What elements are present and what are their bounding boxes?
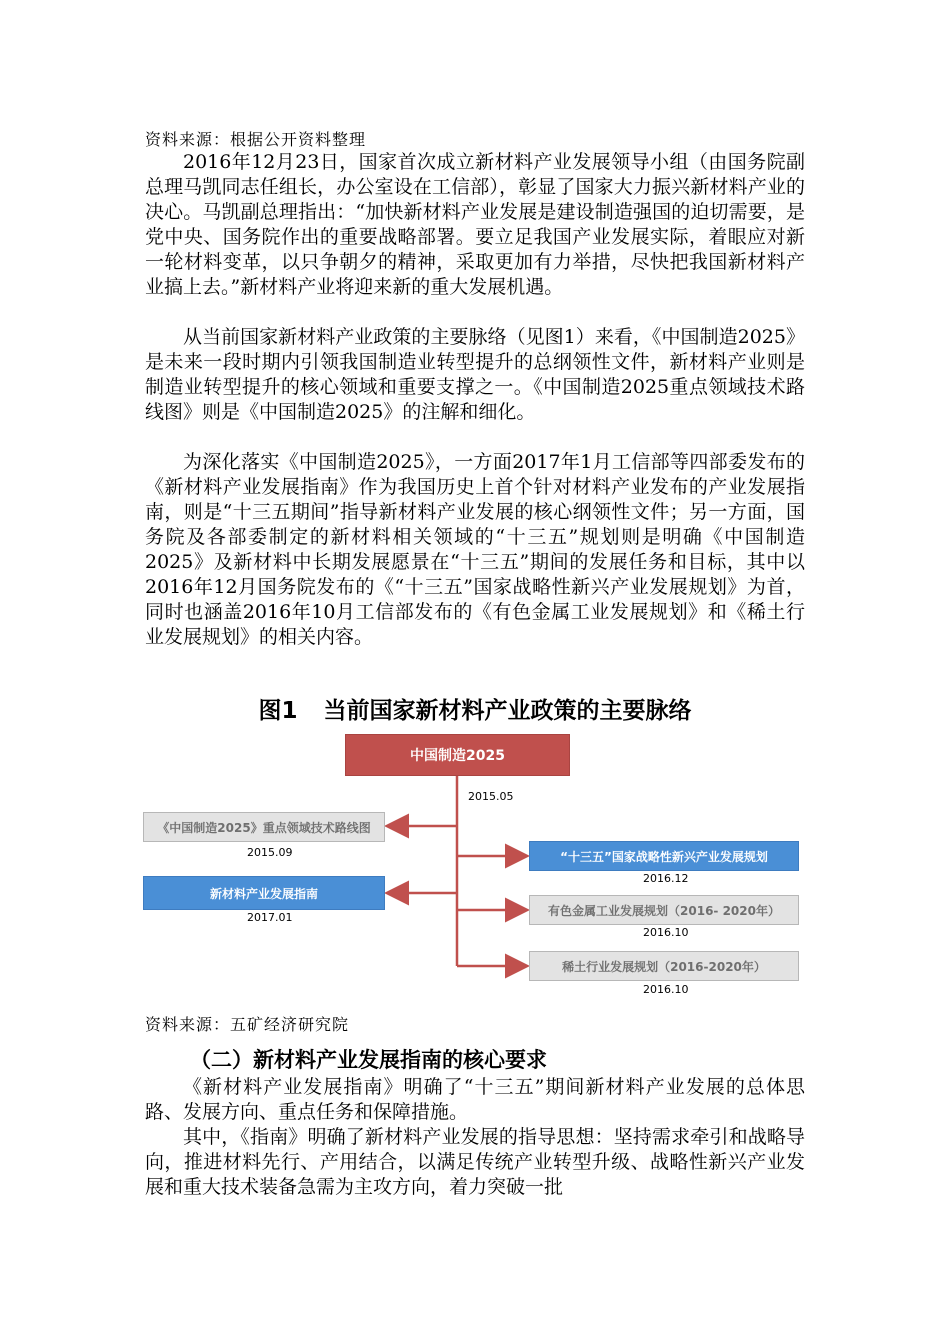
node-date-roadmap: 2015.09 bbox=[247, 846, 293, 859]
section-paragraph-2: 其中，《指南》明确了新材料产业发展的指导思想：坚持需求牵引和战略导向，推进材料先行、产用结合，以满足传统产业转型升级、战略性新兴产业发展和重大技术装备急需为主攻方向，着力突破一批 bbox=[145, 1126, 805, 1198]
node-date-nonferrous: 2016.10 bbox=[643, 926, 689, 939]
node-date-rare-earth: 2016.10 bbox=[643, 983, 689, 996]
node-roadmap: 《中国制造2025》重点领域技术路线图 bbox=[143, 812, 385, 842]
node-date-guide: 2017.01 bbox=[247, 911, 293, 924]
node-rare-earth-plan: 稀土行业发展规划（2016-2020年） bbox=[529, 951, 799, 981]
source-note-bottom: 资料来源：五矿经济研究院 bbox=[145, 1015, 350, 1034]
node-date-13th-plan: 2016.12 bbox=[643, 872, 689, 885]
paragraph-2: 从当前国家新材料产业政策的主要脉络（见图1）来看，《中国制造2025》是未来一段时期内引领我国制造业转型提升的总纲领性文件，新材料产业则是制造业转型提升的核心领域和重要支撑之一。《中国制造2025重点领域技术路线图》则是《中国制造2025》的注解和细化。 bbox=[145, 326, 805, 423]
node-nonferrous-plan: 有色金属工业发展规划（2016- 2020年） bbox=[529, 895, 799, 925]
source-note-top: 资料来源：根据公开资料整理 bbox=[145, 130, 367, 149]
section-paragraph-1: 《新材料产业发展指南》明确了“十三五”期间新材料产业发展的总体思路、发展方向、重点任务和保障措施。 bbox=[145, 1076, 805, 1123]
paragraph-3: 为深化落实《中国制造2025》，一方面2017年1月工信部等四部委发布的《新材料产业发展指南》作为我国历史上首个针对材料产业发布的产业发展指南，则是“十三五期间”指导新材料产业发展的核心纲领性文件；另一方面，国务院及各部委制定的新材料相关领域的“十三五”规划则是明确《中国制造2025》及新材料中长期发展愿景在“十三五”期间的发展任务和目标，其中以2016年12月国务院发布的《“十三五”国家战略性新兴产业发展规划》为首，同时也涵盖2016年10月工信部发布的《有色金属工业发展规划》和《稀土行业发展规划》的相关内容。 bbox=[145, 451, 805, 648]
node-13th-five-year-plan: “十三五”国家战略性新兴产业发展规划 bbox=[529, 841, 799, 871]
figure-number: 图1 bbox=[258, 698, 298, 724]
section-heading: （二）新材料产业发展指南的核心要求 bbox=[190, 1048, 547, 1072]
node-new-materials-guide: 新材料产业发展指南 bbox=[143, 876, 385, 910]
figure-caption: 当前国家新材料产业政策的主要脉络 bbox=[323, 698, 692, 724]
node-made-in-china-2025: 中国制造2025 bbox=[345, 734, 570, 776]
paragraph-1: 2016年12月23日，国家首次成立新材料产业发展领导小组（由国务院副总理马凯同志任组长，办公室设在工信部），彰显了国家大力振兴新材料产业的决心。马凯副总理指出：“加快新材料产业发展是建设制造强国的迫切需要，是党中央、国务院作出的重要战略部署。要立足我国产业发展实际，着眼应对新一轮材料变革，以只争朝夕的精神，采取更加有力举措，尽快把我国新材料产业搞上去。”新材料产业将迎来新的重大发展机遇。 bbox=[145, 151, 805, 298]
node-date-root: 2015.05 bbox=[468, 790, 514, 803]
